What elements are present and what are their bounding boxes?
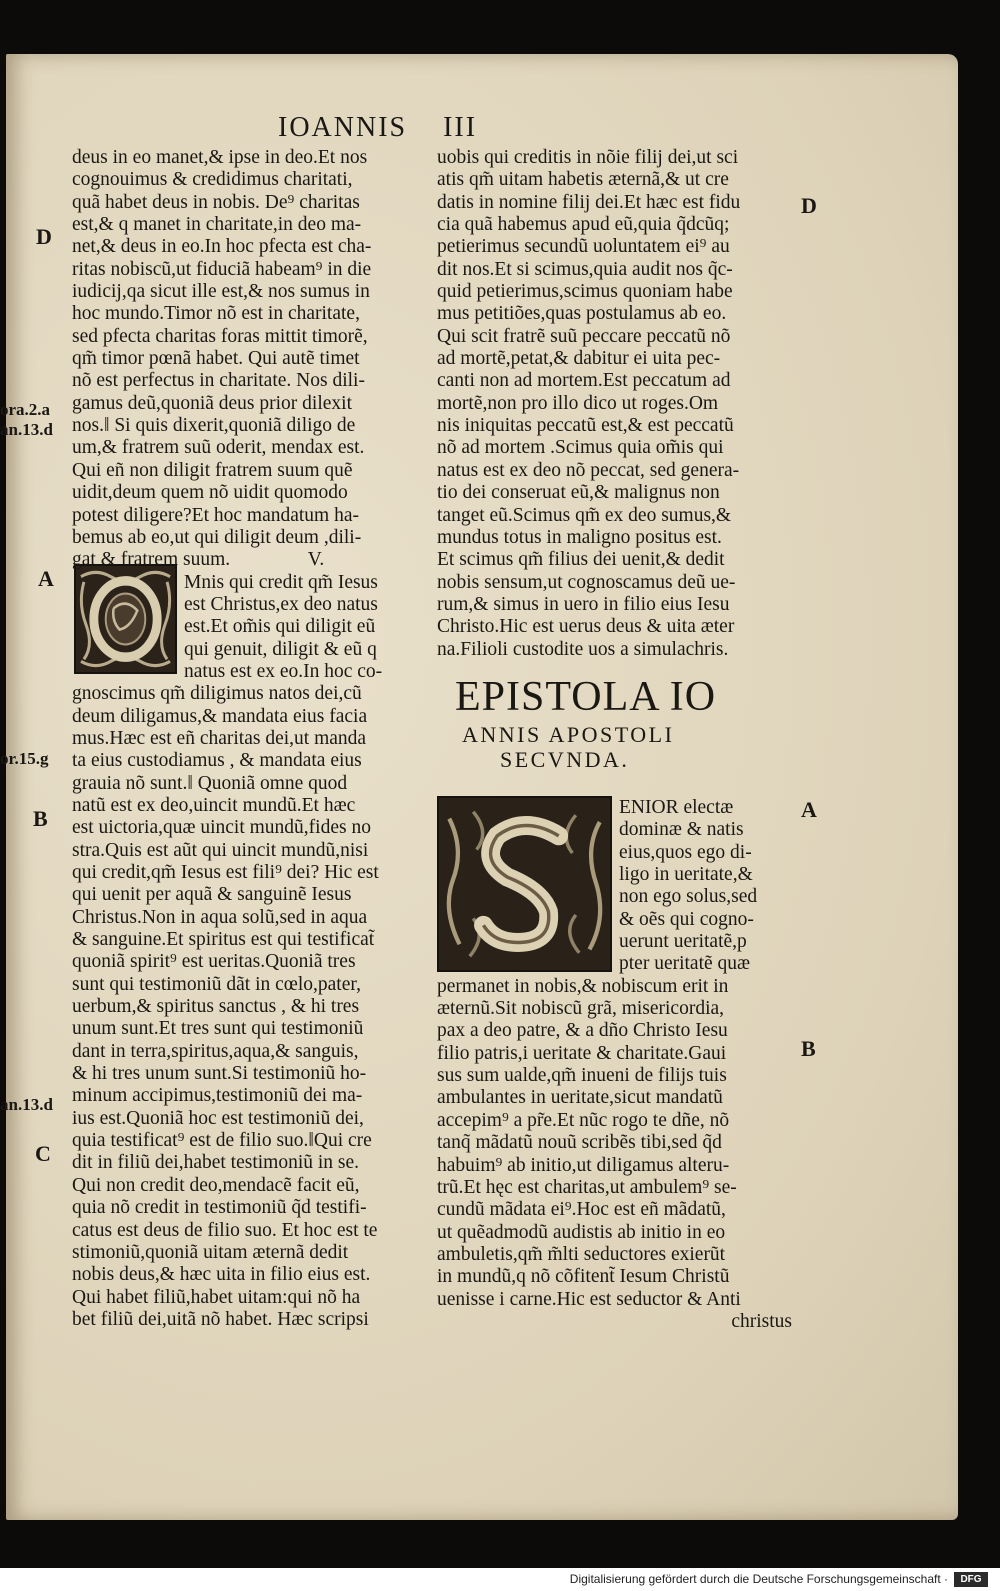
margin-note-ref: an.13.d (0, 1095, 53, 1114)
text-line: non ego solus,sed (619, 886, 758, 908)
text-line: minum accipimus,testimoniũ dei ma- (72, 1085, 363, 1107)
text-line: cundũ mãdata ei⁹.Hoc est eñ mãdatũ, (437, 1199, 726, 1221)
text-line: atis qm̃ uitam habetis æternã,& ut cre (437, 169, 729, 191)
text-line: mundus totus in maligno positus est. (437, 526, 722, 548)
text-line: uenisse i carne.Hic est seductor & Anti (437, 1288, 741, 1310)
footer-credit: Digitalisierung gefördert durch die Deutsche Forschungsgemeinschaft · (569, 1572, 948, 1586)
text-line: nos.‖ Si quis dixerit,quoniã diligo de (72, 415, 356, 437)
text-line: unum sunt.Et tres sunt qui testimoniũ (72, 1018, 364, 1040)
text-line: est uictoria,quæ uincit mundũ,fides no (72, 817, 371, 839)
dfg-logo-icon: DFG (954, 1572, 988, 1587)
text-line: qm̃ timor pœnã habet. Qui autẽ timet (72, 348, 360, 370)
text-line: Christo.Hic est uerus deus & uita æter (437, 616, 735, 638)
text-line: in mundũ,q nõ cõfitent̃ Iesum Christũ (437, 1266, 730, 1288)
text-line: est Christus,ex deo natus (184, 593, 378, 615)
text-line: tanq̃ mãdatũ nouũ scribẽs tibi,sed q̃d (437, 1132, 722, 1154)
text-line: pax a deo patre, & a dño Christo Iesu (437, 1020, 728, 1042)
folio-number: III (443, 112, 478, 143)
text-line: æternũ.Sit nobiscũ grã, misericordia, (437, 998, 725, 1020)
text-line: ambulantes in ueritate,sicut mandatũ (437, 1087, 723, 1109)
text-line: cia quã habemus apud eũ,quia q̃dcũq; (437, 214, 730, 236)
text-line: quoniã spirit⁹ est ueritas.Quoniã tres (72, 951, 356, 973)
text-line: dit nos.Et si scimus,quia audit nos q̃c- (437, 258, 733, 280)
epistola-subtitle-line2: SECVNDA. (500, 747, 630, 772)
text-line: na.Filioli custodite uos a simulachris. (437, 638, 729, 660)
text-line: Qui eñ non diligit fratrem suum quẽ (72, 459, 353, 481)
margin-note-ref: ora.2.a (0, 400, 51, 419)
text-line: nobis deus,& hæc uita in filio eius est. (72, 1264, 371, 1286)
text-line: deus in eo manet,& ipse in deo.Et nos (72, 147, 368, 168)
text-line: mus.Hæc est eñ charitas dei,ut manda (72, 727, 367, 749)
text-line: tanget eũ.Scimus qm̃ ex deo sumus,& (437, 504, 732, 526)
text-line: ritas nobiscũ,ut fiduciã habeam⁹ in die (72, 258, 372, 280)
margin-letter-right-a: A (801, 797, 817, 822)
text-line: deum diligamus,& mandata eius facia (72, 705, 368, 727)
text-line: ta eius custodiamus , & mandata eius (72, 750, 362, 772)
text-line: net,& deus in eo.In hoc pfecta est cha- (72, 236, 372, 258)
text-line: pter ueritatẽ quæ (619, 953, 751, 975)
text-line: grauia nõ sunt.‖ Quoniã omne quod (72, 772, 348, 794)
text-line: cognouimus & credidimus charitati, (72, 169, 353, 191)
text-line: uerunt ueritatẽ,p (619, 931, 747, 953)
text-line: natus est ex eo.In hoc co- (184, 660, 383, 682)
text-line: natũ est ex deo,uincit mundũ.Et hæc (72, 794, 356, 816)
text-line: ut quẽadmodũ audistis ab initio in eo (437, 1221, 726, 1243)
text-line: ENIOR electæ (619, 797, 734, 818)
margin-letter-left-a: A (38, 566, 54, 591)
text-line: bemus ab eo,ut qui diligit deum ,dili- (72, 526, 362, 548)
text-line: mus petitiões,quas postulamus ab eo. (437, 303, 727, 325)
margin-letter-right-b: B (801, 1036, 816, 1061)
text-line: & hi tres unum sunt.Si testimoniũ ho- (72, 1063, 367, 1085)
text-line: natus est ex deo nõ peccat, sed genera- (437, 459, 740, 481)
text-line: eius,quos ego di- (619, 841, 752, 863)
text-line: quid petierimus,scimus quoniam habe (437, 281, 733, 303)
right-text-column-lower (437, 797, 792, 1333)
text-line: qui uenit per aquã & sanguinẽ Iesus (72, 884, 352, 906)
text-line: habuim⁹ ab initio,ut diligamus alteru- (437, 1154, 730, 1176)
left-text-column (72, 147, 424, 1331)
margin-letter-left-d: D (36, 224, 52, 249)
text-line: qui genuit, diligit & eũ q (184, 638, 377, 660)
text-line: uobis qui creditis in nõie filij dei,ut sci (437, 147, 739, 168)
text-line: canti non ad mortem.Est peccatum ad (437, 370, 731, 392)
text-line: & sanguine.Et spiritus est qui testificat̃ (72, 929, 375, 951)
margin-note-ref: an.13.d (0, 420, 53, 439)
text-line: nobis sensum,ut cognoscamus deũ ue- (437, 571, 736, 593)
text-line: nis iniquitas peccatũ est,& est peccatũ (437, 415, 734, 437)
text-line: Qui scit fratrẽ suũ peccare peccatũ nõ (437, 325, 731, 347)
text-line: catus est deus de filio suo. Et hoc est te (72, 1219, 378, 1241)
text-line: iudicij,qa sicut ille est,& nos sumus in (72, 281, 370, 303)
text-line: accepim⁹ a pr̃e.Et nũc rogo te dñe, nõ (437, 1109, 730, 1131)
text-line: est,& q manet in charitate,in deo ma- (72, 214, 362, 236)
margin-note-ref: or.15.g (0, 749, 49, 768)
text-line: Qui habet filiũ,habet uitam:qui nõ ha (72, 1286, 361, 1308)
text-line: potest diligere?Et hoc mandatum ha- (72, 504, 359, 526)
text-line: ligo in ueritate,& (619, 864, 753, 886)
text-line: nõ ad mortem .Scimus quia om̃is qui (437, 437, 724, 459)
text-line: gnoscimus qm̃ diligimus natos dei,cũ (72, 683, 362, 705)
catchword: christus (731, 1310, 792, 1332)
text-line: Mnis qui credit qm̃ Iesus (184, 571, 378, 593)
text-line: sus sum ualde,qm̃ inueni de filijs tuis (437, 1065, 727, 1087)
text-line: um,& fratrem suũ oderit, mendax est. (72, 437, 365, 459)
text-line: Qui non credit deo,mendacẽ facit eũ, (72, 1174, 360, 1196)
text-line: permanet in nobis,& nobiscum erit in (437, 975, 729, 997)
text-line: quã habet deus in nobis. De⁹ charitas (72, 191, 360, 213)
text-line: petierimus secundũ uoluntatem ei⁹ au (437, 236, 730, 258)
footer-bar (0, 1568, 1000, 1591)
text-line: gat & fratrem suum. V. (72, 549, 325, 571)
text-line: quia testificat⁹ est de filio suo.‖Qui cre (72, 1130, 372, 1152)
text-line: filio patris,i ueritate & charitate.Gaui (437, 1042, 727, 1064)
text-line: dominæ & natis (619, 819, 744, 841)
right-text-column (437, 147, 792, 661)
epistola-title: EPISTOLA IO (455, 674, 717, 720)
text-line: ambuletis,qm̃ m̃lti seductores exierũt (437, 1243, 726, 1265)
text-line: uerbum,& spiritus sanctus , & hi tres (72, 996, 360, 1018)
text-line: dant in terra,spiritus,aqua,& sanguis, (72, 1040, 359, 1062)
text-line: stimoniũ,quoniã uitam æternã dedit (72, 1241, 349, 1263)
text-line: & oẽs qui cogno- (619, 908, 754, 930)
text-line: qui credit,qm̃ Iesus est fili⁹ dei? Hic est (72, 862, 379, 883)
text-line: gamus deũ,quoniã deus prior dilexit (72, 392, 352, 414)
text-line: sunt qui testimoniũ dãt in cœlo,pater, (72, 973, 361, 995)
text-line: tio dei conseruat eũ,& malignus non (437, 482, 720, 504)
text-line: mortẽ,non pro illo dico ut roges.Om (437, 392, 719, 414)
running-head (278, 112, 477, 146)
text-line: sed pfecta charitas foras mittit timorẽ, (72, 325, 368, 347)
text-line: hoc mundo.Timor nõ est in charitate, (72, 303, 360, 325)
margin-letter-left-c: C (35, 1141, 51, 1166)
text-line: nõ est perfectus in charitate. Nos dili- (72, 370, 365, 392)
text-line: datis in nomine filij dei.Et hæc est fidu (437, 191, 741, 213)
text-line: Christus.Non in aqua solũ,sed in aqua (72, 906, 368, 928)
text-line: ad mortẽ,petat,& dabitur ei uita pec- (437, 348, 721, 370)
text-line: bet filiũ dei,uitã nõ habet. Hæc scripsi (72, 1308, 369, 1330)
epistola-subtitle-line1: ANNIS APOSTOLI (462, 722, 675, 747)
margin-letter-right-d: D (801, 193, 817, 218)
text-line: dit in filiũ dei,habet testimoniũ in se. (72, 1152, 360, 1174)
text-line: quia nõ credit in testimoniũ q̃d testifi- (72, 1197, 367, 1219)
text-line: uidit,deum quem nõ uidit quomodo (72, 482, 348, 504)
text-line: est.Et om̃is qui diligit eũ (184, 616, 376, 638)
margin-letter-left-b: B (33, 806, 48, 831)
text-line: trũ.Et hęc est charitas,ut ambulem⁹ se- (437, 1176, 737, 1198)
running-head-title: IOANNIS (278, 112, 408, 143)
text-line: ius est.Quoniã hoc est testimoniũ dei, (72, 1107, 364, 1129)
text-line: stra.Quis est aũt qui uincit mundũ,nisi (72, 839, 369, 861)
text-line: Et scimus qm̃ filius dei uenit,& dedit (437, 549, 725, 571)
text-line: rum,& simus in uero in filio eius Iesu (437, 593, 730, 615)
